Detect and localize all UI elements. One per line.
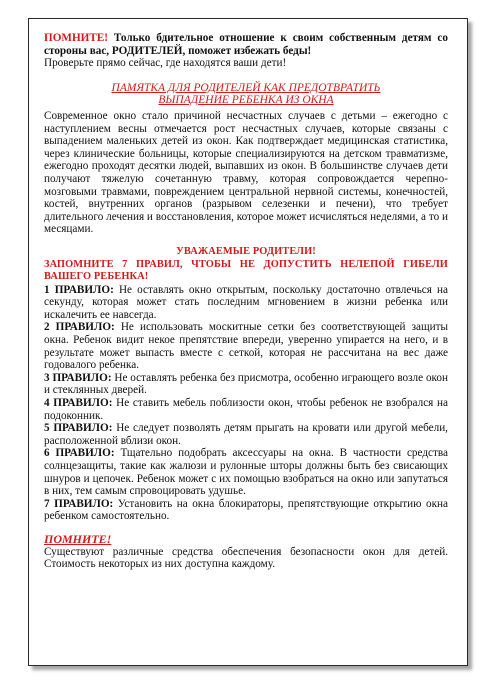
check-line: Проверьте прямо сейчас, где находятся ваши дети! [44, 57, 287, 70]
rule-item [44, 321, 448, 371]
parents-subheading: ЗАПОМНИТЕ 7 ПРАВИЛ, ЧТОБЫ НЕ ДОПУСТИТЬ НЕЛЕПОЙ ГИБЕЛИ ВАШЕГО РЕБЕНКА! [44, 258, 448, 283]
rule-item [44, 284, 448, 322]
rule-text: Не следует позволять детям прыгать на кровати или другой мебели, расположенной вблизи окон. [44, 422, 448, 447]
rules-list [44, 284, 448, 523]
rule-label: 5 ПРАВИЛО: [44, 422, 113, 435]
rule-item [44, 372, 448, 397]
pomnite-label: ПОМНИТЕ! [44, 32, 109, 44]
rule-label: 7 ПРАВИЛО: [44, 497, 114, 510]
rule-label: 3 ПРАВИЛО: [44, 371, 112, 384]
rule-text: Не оставлять ребенка без присмотра, особенно играющего возле окон и стеклянных дверей. [44, 371, 448, 397]
rule-item [44, 498, 448, 523]
rule-item [44, 447, 448, 497]
parents-heading: УВАЖАЕМЫЕ РОДИТЕЛИ! [176, 245, 316, 257]
rule-label: 1 ПРАВИЛО: [44, 283, 114, 296]
rule-label: 6 ПРАВИЛО: [44, 447, 115, 460]
rule-label: 2 ПРАВИЛО: [44, 321, 115, 334]
intro-paragraph [44, 32, 448, 57]
rule-text: Не оставлять окно открытым, поскольку достаточно отвлечься на секунду, которая может стать последним мгновением в жизни ребенка или искалечить ее навсегда. [44, 283, 448, 321]
rule-item [44, 397, 448, 422]
memo-title-line-2: ВЫПАДЕНИЕ РЕБЕНКА ИЗ ОКНА [158, 94, 334, 107]
footer-pomnite-label: ПОМНИТЕ! [44, 531, 112, 546]
rule-text: Тщательно подобрать аксессуары на окна. В частности средства солнцезащиты, такие как жалюзи и рулонные шторы должны быть без свисающих шнуров и цепочек. Ребенок может с их помощью взобраться на окно или запутаться в них, тем самым спровоцировать удушье. [44, 447, 448, 498]
memo-body: Современное окно стало причиной несчастных случаев с детьми – ежегодно с наступлением весны отмечается рост несчастных случаев, которые связаны с выпадением маленьких детей из окон. Как подтверждает медицинская статистика, через клинические больницы, которые специализируются на детском травматизме, ежегодно проходят десятки людей, выпавших из окон. В большинстве случаев дети получают тяжелую сочетанную травму, которая сопровождается черепно-мозговыми травмами, повреждением центральной нервной системы, конечностей, костей, внутренних органов (разрывом селезенки и печени), что требует длительного лечения и восстановления, которое может исчисляться неделями, а то и месяцами. [44, 109, 448, 236]
memo-title-line-1: ПАМЯТКА ДЛЯ РОДИТЕЛЕЙ КАК ПРЕДОТВРАТИТЬ [111, 81, 381, 94]
document-content [44, 32, 448, 571]
rule-item [44, 422, 448, 447]
rule-text: Установить на окна блокираторы, препятствующие открытию окна ребенком самостоятельно. [44, 497, 448, 523]
rule-text: Не использовать москитные сетки без соответствующей защиты окна. Ребенок видит некое препятствие впереди, уверенно упирается на него, и в результате может выпасть вместе с сеткой, которая не рассчитана на вес даже годовалого ребенка. [44, 321, 448, 372]
intro-bold-text: Только бдительное отношение к своим собственным детям со стороны вас, РОДИТЕЛЕЙ, поможет избежать беды! [44, 32, 448, 57]
rule-text: Не ставить мебель поблизости окон, чтобы ребенок не взобрался на подоконник. [44, 397, 448, 422]
footer-text: Существуют различные средства обеспечения безопасности окон для детей. Стоимость некоторых из них доступна каждому. [44, 545, 448, 571]
rule-label: 4 ПРАВИЛО: [44, 397, 113, 410]
